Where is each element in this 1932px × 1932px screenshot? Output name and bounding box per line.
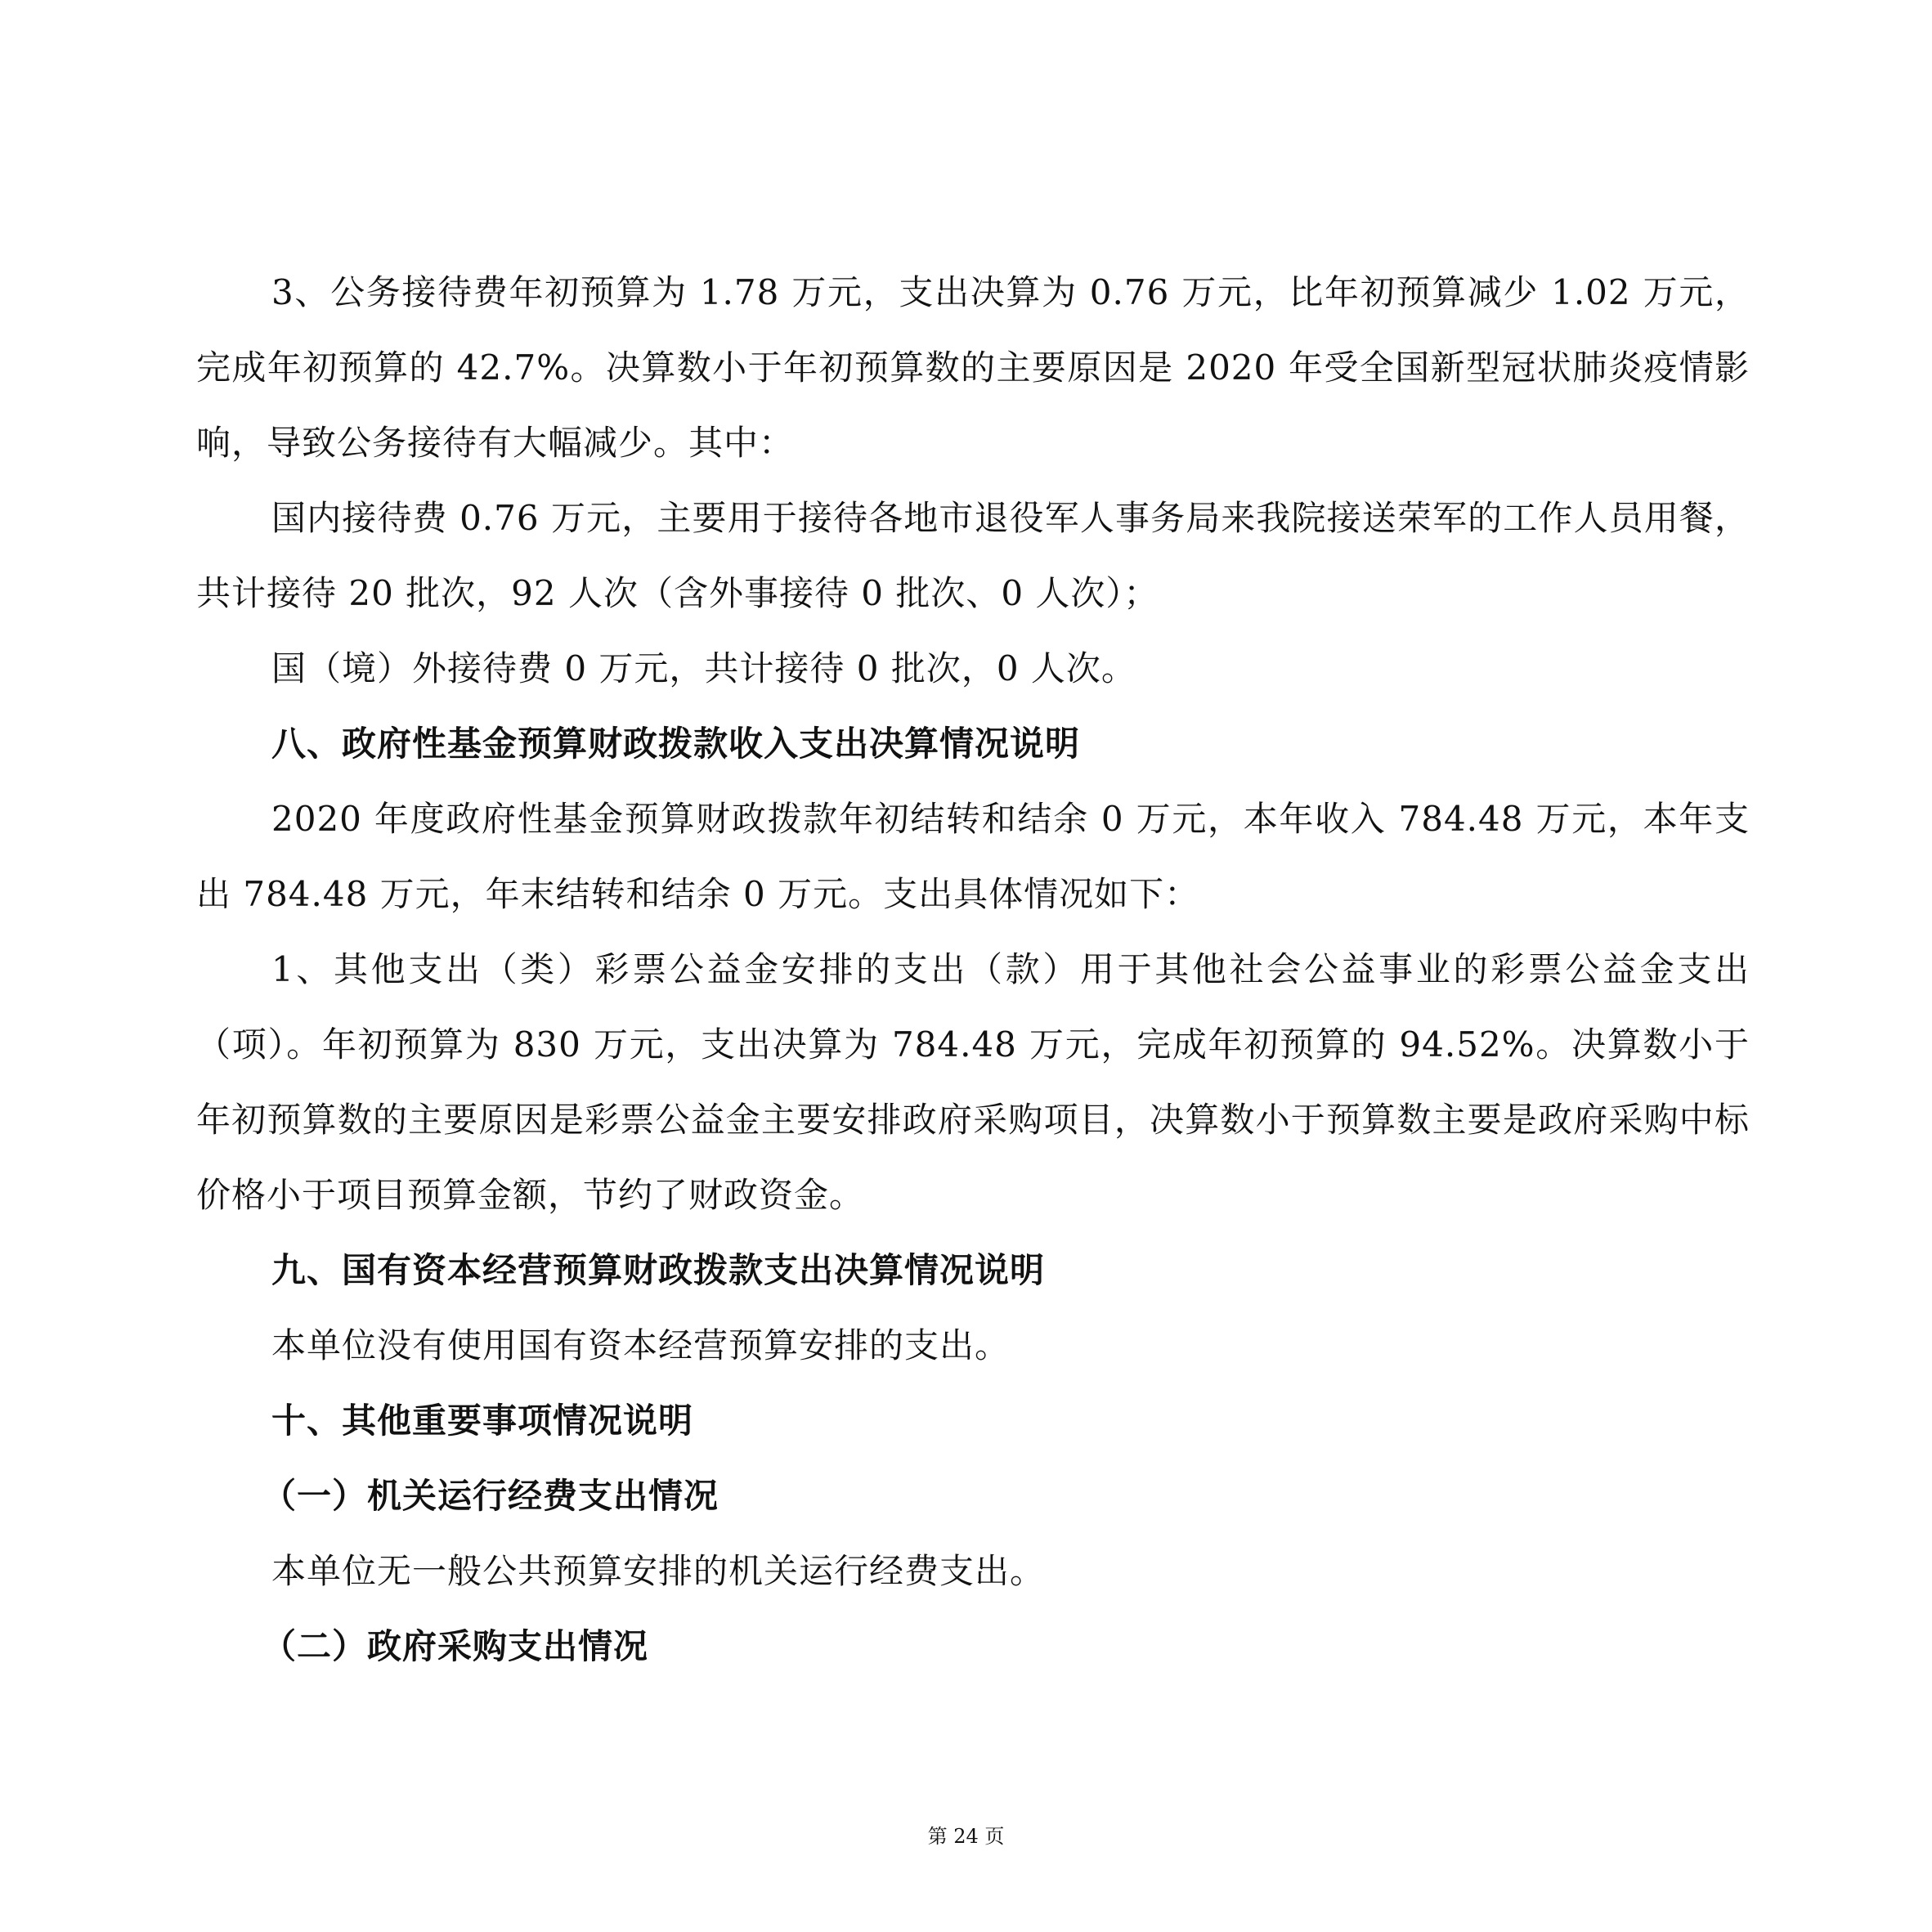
paragraph-foreign-reception: 国（境）外接待费 0 万元，共计接待 0 批次，0 人次。: [271, 648, 1136, 688]
section-heading-9: 九、国有资本经营预算财政拨款支出决算情况说明: [271, 1250, 1046, 1290]
paragraph-reception-expense: 3、公务接待费年初预算为 1.78 万元，支出决算为 0.76 万元，比年初预算减少 1.02 万元，完成年初预算的 42.7%。决算数小于年初预算数的主要原因是 2020 年受全国新型冠状肺炎疫情影响，导致公务接待有大幅减少。其中：: [196, 272, 1750, 463]
document-body: [196, 255, 1750, 1684]
section-heading-10: 十、其他重要事项情况说明: [271, 1401, 694, 1441]
paragraph-domestic-reception: 国内接待费 0.76 万元，主要用于接待各地市退役军人事务局来我院接送荣军的工作人员用餐，共计接待 20 批次，92 人次（含外事接待 0 批次、0 人次）；: [196, 498, 1750, 613]
paragraph-lottery-fund: 1、其他支出（类）彩票公益金安排的支出（款）用于其他社会公益事业的彩票公益金支出（项）。年初预算为 830 万元，支出决算为 784.48 万元，完成年初预算的 94.52%。决算数小于年初预算数的主要原因是彩票公益金主要安排政府采购项目，决算数小于预算数主要是政府采购中标价格小于项目预算金额，节约了财政资金。: [196, 949, 1750, 1215]
paragraph-operating-expense: 本单位无一般公共预算安排的机关运行经费支出。: [271, 1551, 1046, 1591]
subheading-procurement: （二）政府采购支出情况: [262, 1626, 649, 1666]
paragraph-gov-fund-summary: 2020 年度政府性基金预算财政拨款年初结转和结余 0 万元，本年收入 784.48 万元，本年支出 784.48 万元，年末结转和结余 0 万元。支出具体情况如下：: [196, 799, 1750, 914]
section-heading-8: 八、政府性基金预算财政拨款收入支出决算情况说明: [271, 724, 1081, 764]
page-number: 第 24 页: [927, 1825, 1005, 1848]
paragraph-state-capital: 本单位没有使用国有资本经营预算安排的支出。: [271, 1325, 1011, 1365]
subheading-operating-expense: （一）机关运行经费支出情况: [262, 1476, 719, 1516]
